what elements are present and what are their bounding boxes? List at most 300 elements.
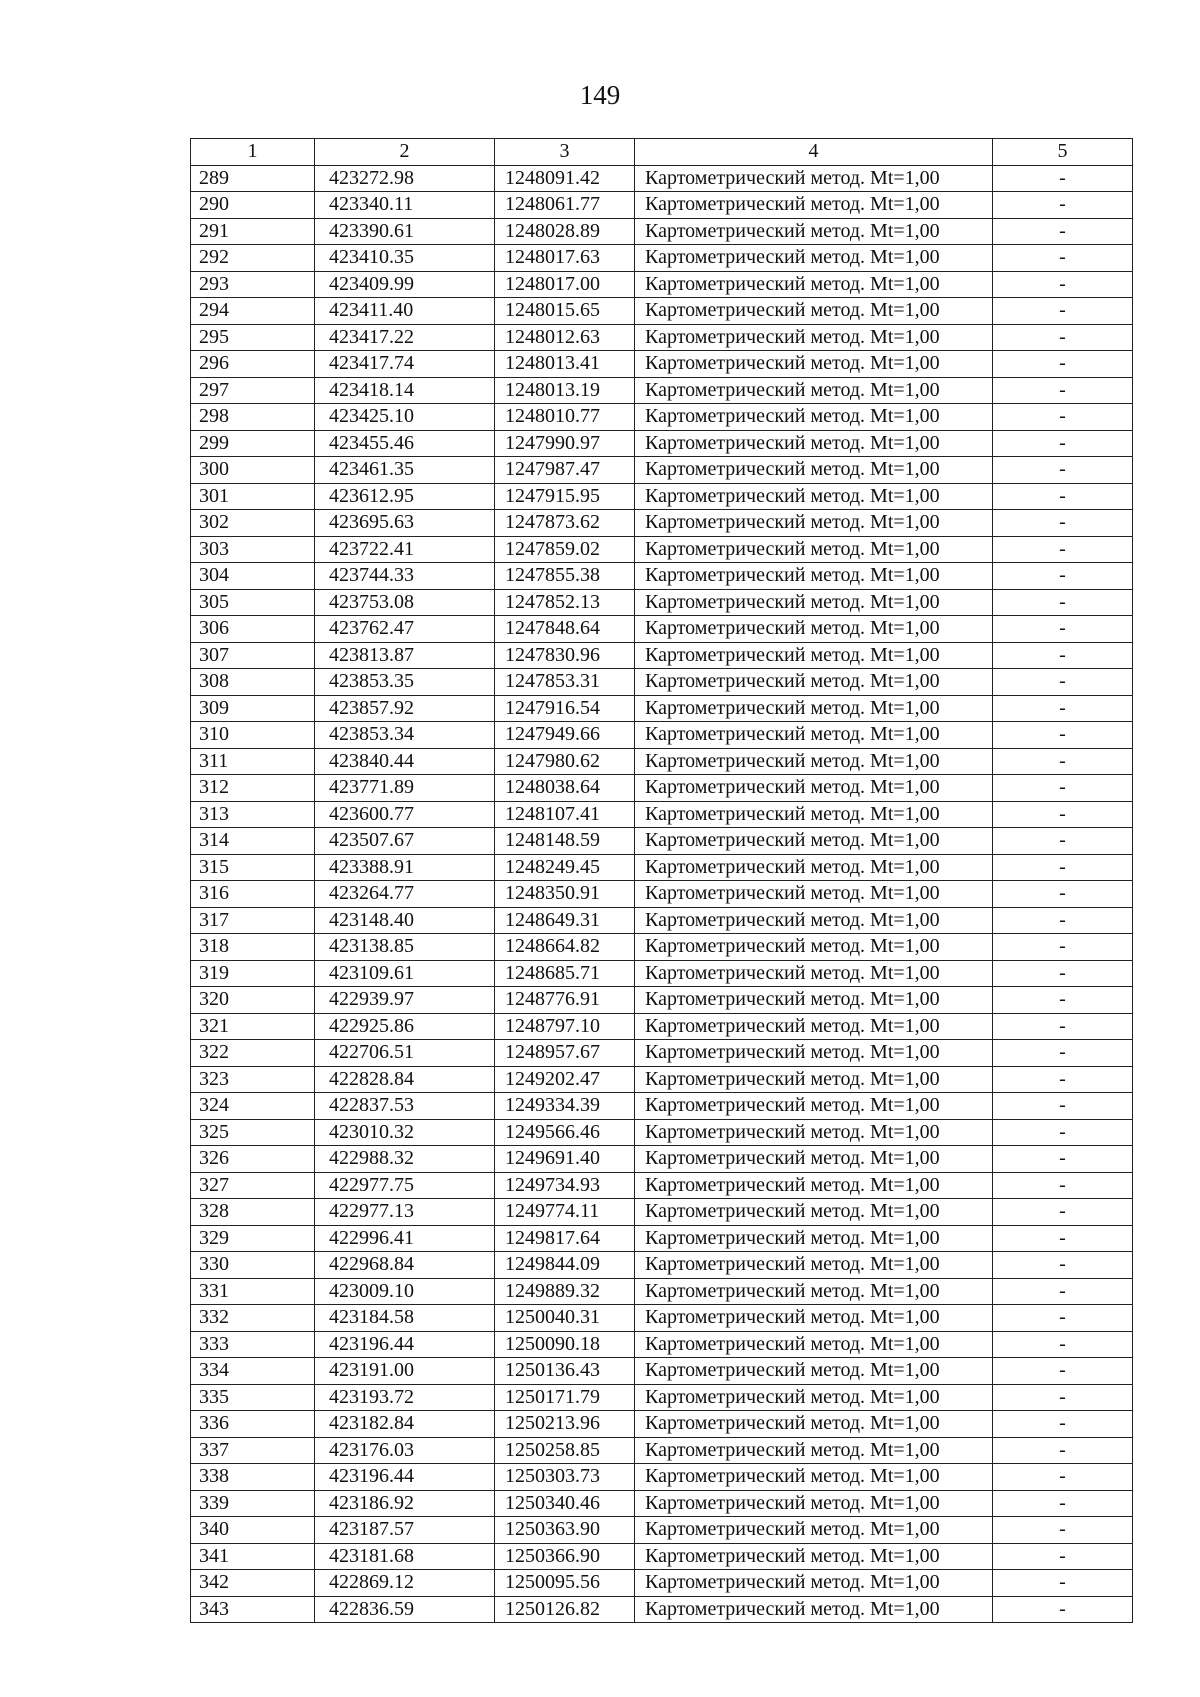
method-cell: Картометрический метод. Mt=1,00 [635, 324, 993, 351]
y-coordinate-cell: 1247853.31 [495, 669, 635, 696]
table-row [191, 1517, 1133, 1544]
y-coordinate-cell: 1248148.59 [495, 828, 635, 855]
point-number-cell: 292 [191, 245, 315, 272]
x-coordinate-cell: 423390.61 [315, 218, 495, 245]
point-number-cell: 305 [191, 589, 315, 616]
method-cell: Картометрический метод. Mt=1,00 [635, 165, 993, 192]
method-cell: Картометрический метод. Mt=1,00 [635, 616, 993, 643]
method-cell: Картометрический метод. Mt=1,00 [635, 1543, 993, 1570]
table-row [191, 1358, 1133, 1385]
table-row [191, 510, 1133, 537]
point-number-cell: 289 [191, 165, 315, 192]
y-coordinate-cell: 1248685.71 [495, 960, 635, 987]
point-number-cell: 328 [191, 1199, 315, 1226]
x-coordinate-cell: 423853.34 [315, 722, 495, 749]
y-coordinate-cell: 1249334.39 [495, 1093, 635, 1120]
table-row [191, 881, 1133, 908]
point-number-cell: 311 [191, 748, 315, 775]
x-coordinate-cell: 423600.77 [315, 801, 495, 828]
method-cell: Картометрический метод. Mt=1,00 [635, 1040, 993, 1067]
y-coordinate-cell: 1249691.40 [495, 1146, 635, 1173]
note-cell: - [993, 1543, 1133, 1570]
x-coordinate-cell: 423191.00 [315, 1358, 495, 1385]
table-row [191, 218, 1133, 245]
point-number-cell: 299 [191, 430, 315, 457]
x-coordinate-cell: 422977.75 [315, 1172, 495, 1199]
note-cell: - [993, 351, 1133, 378]
table-row [191, 960, 1133, 987]
y-coordinate-cell: 1248797.10 [495, 1013, 635, 1040]
note-cell: - [993, 669, 1133, 696]
note-cell: - [993, 1040, 1133, 1067]
table-row [191, 192, 1133, 219]
y-coordinate-cell: 1250366.90 [495, 1543, 635, 1570]
x-coordinate-cell: 423418.14 [315, 377, 495, 404]
method-cell: Картометрический метод. Mt=1,00 [635, 430, 993, 457]
method-cell: Картометрический метод. Mt=1,00 [635, 1596, 993, 1623]
table-row [191, 642, 1133, 669]
table-row [191, 1437, 1133, 1464]
x-coordinate-cell: 423184.58 [315, 1305, 495, 1332]
note-cell: - [993, 324, 1133, 351]
x-coordinate-cell: 423417.22 [315, 324, 495, 351]
y-coordinate-cell: 1247915.95 [495, 483, 635, 510]
note-cell: - [993, 748, 1133, 775]
point-number-cell: 317 [191, 907, 315, 934]
y-coordinate-cell: 1250040.31 [495, 1305, 635, 1332]
note-cell: - [993, 1411, 1133, 1438]
point-number-cell: 326 [191, 1146, 315, 1173]
method-cell: Картометрический метод. Mt=1,00 [635, 218, 993, 245]
note-cell: - [993, 1384, 1133, 1411]
table-row [191, 1411, 1133, 1438]
coordinates-table [190, 138, 1133, 1623]
method-cell: Картометрический метод. Mt=1,00 [635, 1358, 993, 1385]
note-cell: - [993, 1517, 1133, 1544]
point-number-cell: 293 [191, 271, 315, 298]
table-row [191, 536, 1133, 563]
y-coordinate-cell: 1249774.11 [495, 1199, 635, 1226]
method-cell: Картометрический метод. Mt=1,00 [635, 1252, 993, 1279]
method-cell: Картометрический метод. Mt=1,00 [635, 801, 993, 828]
note-cell: - [993, 192, 1133, 219]
y-coordinate-cell: 1248013.41 [495, 351, 635, 378]
method-cell: Картометрический метод. Mt=1,00 [635, 1570, 993, 1597]
y-coordinate-cell: 1248249.45 [495, 854, 635, 881]
point-number-cell: 321 [191, 1013, 315, 1040]
column-header: 2 [315, 139, 495, 166]
y-coordinate-cell: 1249202.47 [495, 1066, 635, 1093]
x-coordinate-cell: 423410.35 [315, 245, 495, 272]
method-cell: Картометрический метод. Mt=1,00 [635, 298, 993, 325]
method-cell: Картометрический метод. Mt=1,00 [635, 192, 993, 219]
x-coordinate-cell: 423196.44 [315, 1464, 495, 1491]
method-cell: Картометрический метод. Mt=1,00 [635, 669, 993, 696]
x-coordinate-cell: 423186.92 [315, 1490, 495, 1517]
x-coordinate-cell: 423176.03 [315, 1437, 495, 1464]
method-cell: Картометрический метод. Mt=1,00 [635, 722, 993, 749]
note-cell: - [993, 1305, 1133, 1332]
point-number-cell: 330 [191, 1252, 315, 1279]
x-coordinate-cell: 422925.86 [315, 1013, 495, 1040]
point-number-cell: 322 [191, 1040, 315, 1067]
method-cell: Картометрический метод. Mt=1,00 [635, 1278, 993, 1305]
y-coordinate-cell: 1250213.96 [495, 1411, 635, 1438]
method-cell: Картометрический метод. Mt=1,00 [635, 907, 993, 934]
point-number-cell: 341 [191, 1543, 315, 1570]
point-number-cell: 324 [191, 1093, 315, 1120]
x-coordinate-cell: 422939.97 [315, 987, 495, 1014]
method-cell: Картометрический метод. Mt=1,00 [635, 1517, 993, 1544]
table-row [191, 1093, 1133, 1120]
method-cell: Картометрический метод. Mt=1,00 [635, 271, 993, 298]
table-row [191, 165, 1133, 192]
table-row [191, 1305, 1133, 1332]
y-coordinate-cell: 1248664.82 [495, 934, 635, 961]
y-coordinate-cell: 1248350.91 [495, 881, 635, 908]
y-coordinate-cell: 1250258.85 [495, 1437, 635, 1464]
point-number-cell: 334 [191, 1358, 315, 1385]
column-header: 5 [993, 139, 1133, 166]
note-cell: - [993, 245, 1133, 272]
note-cell: - [993, 377, 1133, 404]
column-header: 3 [495, 139, 635, 166]
y-coordinate-cell: 1250095.56 [495, 1570, 635, 1597]
note-cell: - [993, 960, 1133, 987]
y-coordinate-cell: 1250126.82 [495, 1596, 635, 1623]
table-row [191, 775, 1133, 802]
point-number-cell: 339 [191, 1490, 315, 1517]
point-number-cell: 302 [191, 510, 315, 537]
y-coordinate-cell: 1247916.54 [495, 695, 635, 722]
table-row [191, 1146, 1133, 1173]
point-number-cell: 301 [191, 483, 315, 510]
note-cell: - [993, 271, 1133, 298]
point-number-cell: 304 [191, 563, 315, 590]
method-cell: Картометрический метод. Mt=1,00 [635, 642, 993, 669]
note-cell: - [993, 1358, 1133, 1385]
point-number-cell: 336 [191, 1411, 315, 1438]
note-cell: - [993, 881, 1133, 908]
y-coordinate-cell: 1248038.64 [495, 775, 635, 802]
x-coordinate-cell: 423853.35 [315, 669, 495, 696]
point-number-cell: 342 [191, 1570, 315, 1597]
point-number-cell: 294 [191, 298, 315, 325]
note-cell: - [993, 801, 1133, 828]
method-cell: Картометрический метод. Mt=1,00 [635, 1013, 993, 1040]
x-coordinate-cell: 423109.61 [315, 960, 495, 987]
method-cell: Картометрический метод. Mt=1,00 [635, 1464, 993, 1491]
table-row [191, 430, 1133, 457]
x-coordinate-cell: 422988.32 [315, 1146, 495, 1173]
y-coordinate-cell: 1247980.62 [495, 748, 635, 775]
point-number-cell: 335 [191, 1384, 315, 1411]
table-row [191, 563, 1133, 590]
x-coordinate-cell: 423417.74 [315, 351, 495, 378]
x-coordinate-cell: 422996.41 [315, 1225, 495, 1252]
table-row [191, 722, 1133, 749]
method-cell: Картометрический метод. Mt=1,00 [635, 351, 993, 378]
method-cell: Картометрический метод. Mt=1,00 [635, 1146, 993, 1173]
note-cell: - [993, 642, 1133, 669]
table-row [191, 351, 1133, 378]
point-number-cell: 332 [191, 1305, 315, 1332]
note-cell: - [993, 1119, 1133, 1146]
point-number-cell: 315 [191, 854, 315, 881]
point-number-cell: 312 [191, 775, 315, 802]
point-number-cell: 323 [191, 1066, 315, 1093]
method-cell: Картометрический метод. Mt=1,00 [635, 245, 993, 272]
table-row [191, 483, 1133, 510]
point-number-cell: 306 [191, 616, 315, 643]
y-coordinate-cell: 1249566.46 [495, 1119, 635, 1146]
point-number-cell: 308 [191, 669, 315, 696]
table-row [191, 1013, 1133, 1040]
table-row [191, 1278, 1133, 1305]
note-cell: - [993, 616, 1133, 643]
note-cell: - [993, 1464, 1133, 1491]
point-number-cell: 331 [191, 1278, 315, 1305]
point-number-cell: 297 [191, 377, 315, 404]
x-coordinate-cell: 423813.87 [315, 642, 495, 669]
point-number-cell: 300 [191, 457, 315, 484]
note-cell: - [993, 510, 1133, 537]
note-cell: - [993, 1093, 1133, 1120]
note-cell: - [993, 536, 1133, 563]
x-coordinate-cell: 423009.10 [315, 1278, 495, 1305]
point-number-cell: 290 [191, 192, 315, 219]
point-number-cell: 303 [191, 536, 315, 563]
x-coordinate-cell: 423193.72 [315, 1384, 495, 1411]
x-coordinate-cell: 423340.11 [315, 192, 495, 219]
x-coordinate-cell: 423857.92 [315, 695, 495, 722]
y-coordinate-cell: 1248957.67 [495, 1040, 635, 1067]
x-coordinate-cell: 423722.41 [315, 536, 495, 563]
x-coordinate-cell: 423461.35 [315, 457, 495, 484]
method-cell: Картометрический метод. Mt=1,00 [635, 1437, 993, 1464]
method-cell: Картометрический метод. Mt=1,00 [635, 1199, 993, 1226]
table-row [191, 695, 1133, 722]
x-coordinate-cell: 422977.13 [315, 1199, 495, 1226]
table-row [191, 1490, 1133, 1517]
point-number-cell: 325 [191, 1119, 315, 1146]
note-cell: - [993, 404, 1133, 431]
method-cell: Картометрический метод. Mt=1,00 [635, 1119, 993, 1146]
table-row [191, 1570, 1133, 1597]
note-cell: - [993, 722, 1133, 749]
table-row [191, 298, 1133, 325]
method-cell: Картометрический метод. Mt=1,00 [635, 510, 993, 537]
y-coordinate-cell: 1250090.18 [495, 1331, 635, 1358]
method-cell: Картометрический метод. Mt=1,00 [635, 1172, 993, 1199]
note-cell: - [993, 907, 1133, 934]
x-coordinate-cell: 422836.59 [315, 1596, 495, 1623]
y-coordinate-cell: 1247830.96 [495, 642, 635, 669]
table-row [191, 377, 1133, 404]
y-coordinate-cell: 1249844.09 [495, 1252, 635, 1279]
table-row [191, 1066, 1133, 1093]
y-coordinate-cell: 1247873.62 [495, 510, 635, 537]
note-cell: - [993, 483, 1133, 510]
method-cell: Картометрический метод. Mt=1,00 [635, 483, 993, 510]
point-number-cell: 298 [191, 404, 315, 431]
y-coordinate-cell: 1248776.91 [495, 987, 635, 1014]
table-row [191, 748, 1133, 775]
y-coordinate-cell: 1248010.77 [495, 404, 635, 431]
y-coordinate-cell: 1249817.64 [495, 1225, 635, 1252]
x-coordinate-cell: 422828.84 [315, 1066, 495, 1093]
table-row [191, 907, 1133, 934]
y-coordinate-cell: 1250171.79 [495, 1384, 635, 1411]
note-cell: - [993, 828, 1133, 855]
x-coordinate-cell: 423182.84 [315, 1411, 495, 1438]
table-row [191, 324, 1133, 351]
y-coordinate-cell: 1248017.00 [495, 271, 635, 298]
method-cell: Картометрический метод. Mt=1,00 [635, 1225, 993, 1252]
x-coordinate-cell: 423762.47 [315, 616, 495, 643]
y-coordinate-cell: 1248015.65 [495, 298, 635, 325]
method-cell: Картометрический метод. Mt=1,00 [635, 854, 993, 881]
note-cell: - [993, 218, 1133, 245]
table-row [191, 801, 1133, 828]
page-number: 149 [579, 80, 621, 110]
y-coordinate-cell: 1247987.47 [495, 457, 635, 484]
note-cell: - [993, 589, 1133, 616]
point-number-cell: 309 [191, 695, 315, 722]
point-number-cell: 310 [191, 722, 315, 749]
x-coordinate-cell: 423455.46 [315, 430, 495, 457]
x-coordinate-cell: 423264.77 [315, 881, 495, 908]
y-coordinate-cell: 1249889.32 [495, 1278, 635, 1305]
note-cell: - [993, 1252, 1133, 1279]
method-cell: Картометрический метод. Mt=1,00 [635, 1093, 993, 1120]
y-coordinate-cell: 1248649.31 [495, 907, 635, 934]
point-number-cell: 314 [191, 828, 315, 855]
y-coordinate-cell: 1247990.97 [495, 430, 635, 457]
x-coordinate-cell: 422968.84 [315, 1252, 495, 1279]
note-cell: - [993, 1225, 1133, 1252]
method-cell: Картометрический метод. Mt=1,00 [635, 934, 993, 961]
x-coordinate-cell: 423187.57 [315, 1517, 495, 1544]
note-cell: - [993, 1278, 1133, 1305]
point-number-cell: 307 [191, 642, 315, 669]
method-cell: Картометрический метод. Mt=1,00 [635, 589, 993, 616]
x-coordinate-cell: 423411.40 [315, 298, 495, 325]
point-number-cell: 327 [191, 1172, 315, 1199]
x-coordinate-cell: 422837.53 [315, 1093, 495, 1120]
point-number-cell: 296 [191, 351, 315, 378]
table-row [191, 245, 1133, 272]
note-cell: - [993, 987, 1133, 1014]
y-coordinate-cell: 1247949.66 [495, 722, 635, 749]
note-cell: - [993, 934, 1133, 961]
y-coordinate-cell: 1250303.73 [495, 1464, 635, 1491]
point-number-cell: 338 [191, 1464, 315, 1491]
method-cell: Картометрический метод. Mt=1,00 [635, 457, 993, 484]
note-cell: - [993, 563, 1133, 590]
table-row [191, 854, 1133, 881]
method-cell: Картометрический метод. Mt=1,00 [635, 536, 993, 563]
x-coordinate-cell: 423388.91 [315, 854, 495, 881]
table-row [191, 1596, 1133, 1623]
y-coordinate-cell: 1247852.13 [495, 589, 635, 616]
table-row [191, 1543, 1133, 1570]
table-row [191, 669, 1133, 696]
table-header-row [191, 139, 1133, 166]
point-number-cell: 329 [191, 1225, 315, 1252]
y-coordinate-cell: 1250136.43 [495, 1358, 635, 1385]
y-coordinate-cell: 1248107.41 [495, 801, 635, 828]
method-cell: Картометрический метод. Mt=1,00 [635, 881, 993, 908]
note-cell: - [993, 1596, 1133, 1623]
note-cell: - [993, 1199, 1133, 1226]
table-row [191, 616, 1133, 643]
method-cell: Картометрический метод. Mt=1,00 [635, 1305, 993, 1332]
y-coordinate-cell: 1248028.89 [495, 218, 635, 245]
x-coordinate-cell: 423753.08 [315, 589, 495, 616]
point-number-cell: 295 [191, 324, 315, 351]
method-cell: Картометрический метод. Mt=1,00 [635, 563, 993, 590]
point-number-cell: 320 [191, 987, 315, 1014]
table-row [191, 1040, 1133, 1067]
x-coordinate-cell: 422869.12 [315, 1570, 495, 1597]
table-row [191, 589, 1133, 616]
note-cell: - [993, 1013, 1133, 1040]
table-row [191, 828, 1133, 855]
point-number-cell: 291 [191, 218, 315, 245]
table-row [191, 934, 1133, 961]
point-number-cell: 316 [191, 881, 315, 908]
table-row [191, 1464, 1133, 1491]
x-coordinate-cell: 423744.33 [315, 563, 495, 590]
x-coordinate-cell: 423148.40 [315, 907, 495, 934]
point-number-cell: 343 [191, 1596, 315, 1623]
note-cell: - [993, 775, 1133, 802]
note-cell: - [993, 430, 1133, 457]
method-cell: Картометрический метод. Mt=1,00 [635, 828, 993, 855]
note-cell: - [993, 695, 1133, 722]
x-coordinate-cell: 423272.98 [315, 165, 495, 192]
y-coordinate-cell: 1248061.77 [495, 192, 635, 219]
note-cell: - [993, 1490, 1133, 1517]
table-row [191, 1172, 1133, 1199]
note-cell: - [993, 1570, 1133, 1597]
method-cell: Картометрический метод. Mt=1,00 [635, 960, 993, 987]
method-cell: Картометрический метод. Mt=1,00 [635, 404, 993, 431]
x-coordinate-cell: 423196.44 [315, 1331, 495, 1358]
y-coordinate-cell: 1250340.46 [495, 1490, 635, 1517]
table-row [191, 404, 1133, 431]
table-row [191, 457, 1133, 484]
table-row [191, 987, 1133, 1014]
note-cell: - [993, 1331, 1133, 1358]
x-coordinate-cell: 423409.99 [315, 271, 495, 298]
x-coordinate-cell: 423425.10 [315, 404, 495, 431]
method-cell: Картометрический метод. Mt=1,00 [635, 1411, 993, 1438]
point-number-cell: 340 [191, 1517, 315, 1544]
y-coordinate-cell: 1247848.64 [495, 616, 635, 643]
y-coordinate-cell: 1247859.02 [495, 536, 635, 563]
method-cell: Картометрический метод. Mt=1,00 [635, 1331, 993, 1358]
method-cell: Картометрический метод. Mt=1,00 [635, 1066, 993, 1093]
note-cell: - [993, 457, 1133, 484]
note-cell: - [993, 1146, 1133, 1173]
y-coordinate-cell: 1249734.93 [495, 1172, 635, 1199]
x-coordinate-cell: 423507.67 [315, 828, 495, 855]
y-coordinate-cell: 1250363.90 [495, 1517, 635, 1544]
note-cell: - [993, 854, 1133, 881]
point-number-cell: 333 [191, 1331, 315, 1358]
